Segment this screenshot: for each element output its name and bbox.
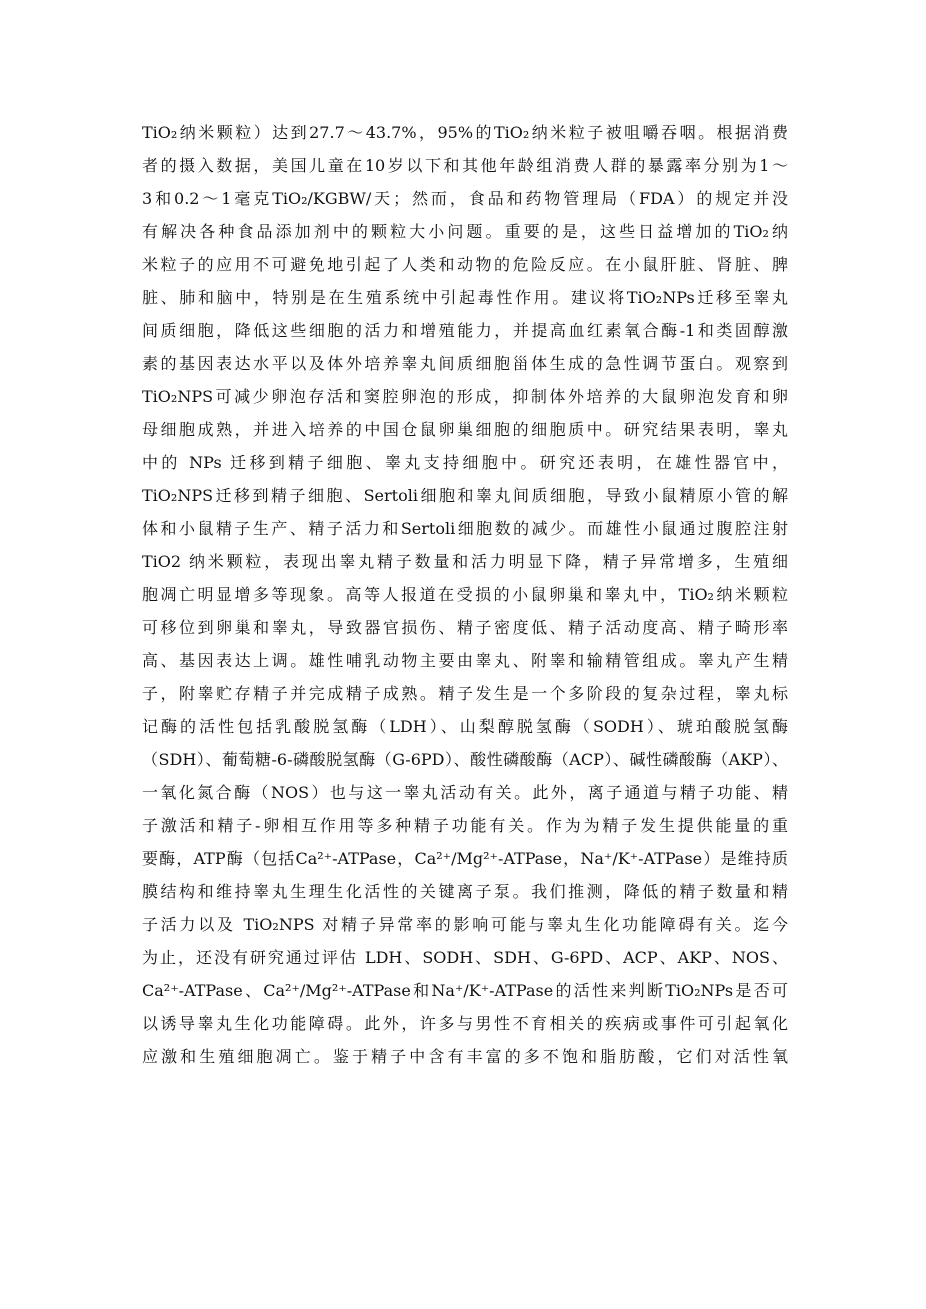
text-line: 素的基因表达水平以及体外培养睾丸间质细胞甾体生成的急性调节蛋白。观察到 xyxy=(142,354,788,373)
text-line: TiO₂纳米颗粒）达到27.7～43.7%，95%的TiO₂纳米粒子被咀嚼吞咽。根据消费 xyxy=(142,123,788,142)
text-line: 米粒子的应用不可避免地引起了人类和动物的危险反应。在小鼠肝脏、肾脏、脾 xyxy=(142,255,788,274)
text-line: 母细胞成熟，并进入培养的中国仓鼠卵巢细胞的细胞质中。研究结果表明，睾丸 xyxy=(142,420,788,439)
text-line: 有解决各种食品添加剂中的颗粒大小问题。重要的是，这些日益增加的TiO₂纳 xyxy=(142,222,788,241)
text-line: 可移位到卵巢和睾丸，导致器官损伤、精子密度低、精子活动度高、精子畸形率 xyxy=(142,618,788,637)
text-line: 子激活和精子-卵相互作用等多种精子功能有关。作为为精子发生提供能量的重 xyxy=(142,816,788,835)
text-line: 子活力以及 TiO₂NPS 对精子异常率的影响可能与睾丸生化功能障碍有关。迄今 xyxy=(142,915,788,934)
text-line: 子，附睾贮存精子并完成精子成熟。精子发生是一个多阶段的复杂过程，睾丸标 xyxy=(142,684,788,703)
text-line: 高、基因表达上调。雄性哺乳动物主要由睾丸、附睾和输精管组成。睾丸产生精 xyxy=(142,651,788,670)
text-line: Ca²⁺-ATPase、Ca²⁺/Mg²⁺-ATPase和Na⁺/K⁺-ATPase的活性来判断TiO₂NPs是否可 xyxy=(142,981,788,1000)
text-line: TiO₂NPS可减少卵泡存活和窦腔卵泡的形成，抑制体外培养的大鼠卵泡发育和卵 xyxy=(142,387,788,406)
text-line: 脏、肺和脑中，特别是在生殖系统中引起毒性作用。建议将TiO₂NPs迁移至睾丸 xyxy=(142,288,788,307)
text-line: TiO2 纳米颗粒，表现出睾丸精子数量和活力明显下降，精子异常增多，生殖细 xyxy=(142,552,788,571)
text-line: 间质细胞，降低这些细胞的活力和增殖能力，并提高血红素氧合酶-1和类固醇激 xyxy=(142,321,788,340)
text-line: 3和0.2～1毫克TiO₂/KGBW/天；然而，食品和药物管理局（FDA）的规定并没 xyxy=(142,189,788,208)
text-line: 要酶，ATP酶（包括Ca²⁺-ATPase，Ca²⁺/Mg²⁺-ATPase，Na⁺/K⁺-ATPase）是维持质 xyxy=(142,849,788,868)
text-line: 膜结构和维持睾丸生理生化活性的关键离子泵。我们推测，降低的精子数量和精 xyxy=(142,882,788,901)
text-line: 胞凋亡明显增多等现象。高等人报道在受损的小鼠卵巢和睾丸中，TiO₂纳米颗粒 xyxy=(142,585,788,604)
text-line: 体和小鼠精子生产、精子活力和Sertoli细胞数的减少。而雄性小鼠通过腹腔注射 xyxy=(142,519,788,538)
document-body xyxy=(142,116,788,1073)
text-line: 为止，还没有研究通过评估 LDH、SODH、SDH、G-6PD、ACP、AKP、NOS、 xyxy=(142,948,788,967)
text-line: 记酶的活性包括乳酸脱氢酶（LDH）、山梨醇脱氢酶（SODH）、琥珀酸脱氢酶 xyxy=(142,717,788,736)
text-line: 应激和生殖细胞凋亡。鉴于精子中含有丰富的多不饱和脂肪酸，它们对活性氧 xyxy=(142,1047,788,1066)
text-line: 以诱导睾丸生化功能障碍。此外，许多与男性不育相关的疾病或事件可引起氧化 xyxy=(142,1014,788,1033)
text-line: 者的摄入数据，美国儿童在10岁以下和其他年龄组消费人群的暴露率分别为1～ xyxy=(142,156,788,175)
text-line: 中的 NPs 迁移到精子细胞、睾丸支持细胞中。研究还表明，在雄性器官中， xyxy=(142,453,788,472)
text-line: （SDH）、葡萄糖-6-磷酸脱氢酶（G-6PD）、酸性磷酸酶（ACP）、碱性磷酸酶（AKP）、 xyxy=(142,750,788,769)
text-line: TiO₂NPS迁移到精子细胞、Sertoli细胞和睾丸间质细胞，导致小鼠精原小管的解 xyxy=(142,486,788,505)
text-line: 一氧化氮合酶（NOS）也与这一睾丸活动有关。此外，离子通道与精子功能、精 xyxy=(142,783,788,802)
